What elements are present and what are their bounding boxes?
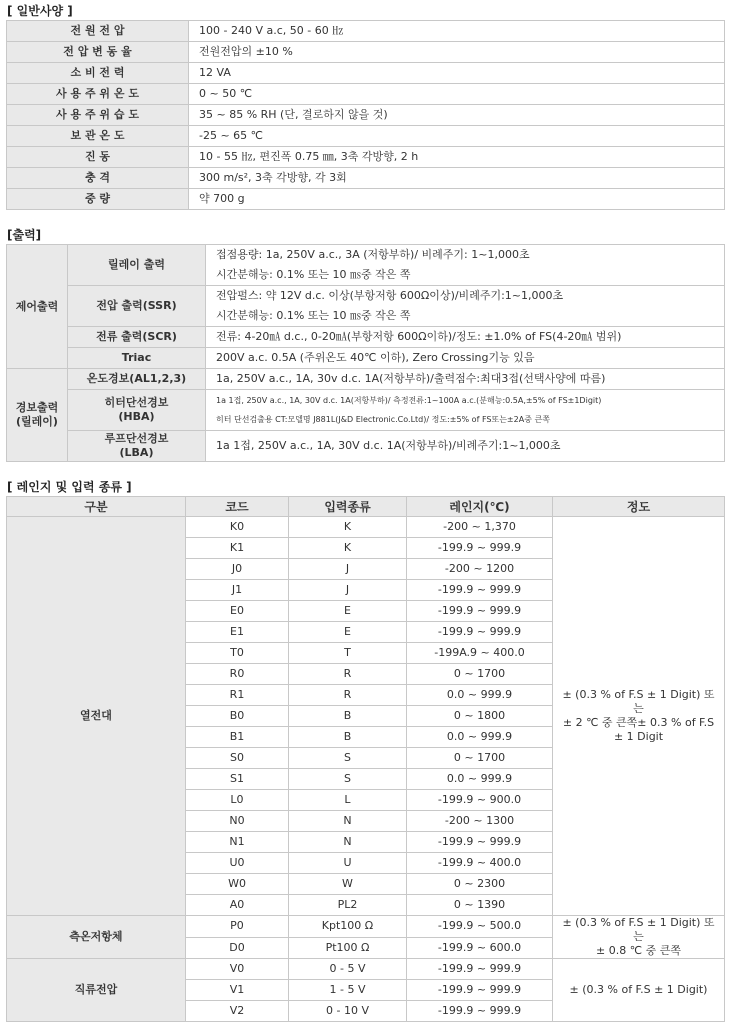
range-input-type: J (289, 559, 407, 580)
range-input-type: R (289, 685, 407, 706)
general-spec-row (7, 63, 725, 84)
range-value: -199.9 ~ 400.0 (407, 853, 553, 874)
relay-output-line-2: 시간분해능: 0.1% 또는 10 ㎳중 작은 쪽 (216, 268, 411, 281)
group-thermocouple: 열전대 (7, 517, 186, 916)
range-input-type: J (289, 580, 407, 601)
range-code: W0 (186, 874, 289, 895)
range-row (7, 959, 725, 980)
range-input-type: Pt100 Ω (289, 937, 407, 959)
spec-label: 전 원 전 압 (7, 21, 189, 42)
header-accuracy: 정도 (553, 497, 725, 517)
range-code: E1 (186, 622, 289, 643)
range-code: P0 (186, 916, 289, 938)
accuracy-rtd-line-2: 는 (633, 930, 644, 943)
spec-label: 소 비 전 력 (7, 63, 189, 84)
hba-value (206, 390, 725, 431)
ssr-output-value (206, 286, 725, 327)
range-value: -199A.9 ~ 400.0 (407, 643, 553, 664)
range-code: J1 (186, 580, 289, 601)
range-header-row (7, 497, 725, 517)
header-group: 구분 (7, 497, 186, 517)
range-value: 0.0 ~ 999.9 (407, 685, 553, 706)
alarm-output-label-line-2: (릴레이) (16, 415, 58, 428)
output-spec-table (6, 244, 725, 462)
output-row-ssr (7, 286, 725, 327)
header-code: 코드 (186, 497, 289, 517)
accuracy-thermocouple-line-2: 는 (633, 702, 644, 715)
range-value: -199.9 ~ 999.9 (407, 622, 553, 643)
scr-output-label: 전류 출력(SCR) (68, 327, 206, 348)
spec-label: 진 동 (7, 147, 189, 168)
range-value: -199.9 ~ 999.9 (407, 959, 553, 980)
range-value: 0 ~ 1390 (407, 895, 553, 916)
range-value: -199.9 ~ 999.9 (407, 1001, 553, 1022)
range-value: -199.9 ~ 500.0 (407, 916, 553, 938)
range-value: -199.9 ~ 999.9 (407, 538, 553, 559)
range-value: -200 ~ 1300 (407, 811, 553, 832)
range-code: T0 (186, 643, 289, 664)
range-value: -200 ~ 1200 (407, 559, 553, 580)
range-input-type: N (289, 811, 407, 832)
accuracy-thermocouple-line-3: ± 2 ℃ 중 큰쪽± 0.3 % of F.S (562, 716, 715, 729)
output-section-title: [출력] (7, 228, 42, 242)
range-code: B1 (186, 727, 289, 748)
range-input-type: W (289, 874, 407, 895)
triac-output-label: Triac (68, 348, 206, 369)
header-input: 입력종류 (289, 497, 407, 517)
range-code: N1 (186, 832, 289, 853)
range-row (7, 517, 725, 538)
spec-value: 100 - 240 V a.c, 50 - 60 ㎐ (189, 21, 725, 42)
range-input-type: T (289, 643, 407, 664)
range-value: 0.0 ~ 999.9 (407, 727, 553, 748)
general-spec-row (7, 126, 725, 147)
range-code: S1 (186, 769, 289, 790)
range-value: 0 ~ 1700 (407, 748, 553, 769)
range-code: K1 (186, 538, 289, 559)
general-spec-row (7, 189, 725, 210)
spec-label: 중 량 (7, 189, 189, 210)
range-value: 0 ~ 2300 (407, 874, 553, 895)
range-code: D0 (186, 937, 289, 959)
output-row-lba (7, 431, 725, 462)
hba-label-line-1: 히터단선경보 (104, 396, 169, 409)
range-code: K0 (186, 517, 289, 538)
spec-label: 사 용 주 위 온 도 (7, 84, 189, 105)
general-spec-row (7, 21, 725, 42)
range-value: -199.9 ~ 900.0 (407, 790, 553, 811)
range-input-type: S (289, 748, 407, 769)
range-body (7, 517, 725, 1022)
general-section-title: [ 일반사양 ] (7, 4, 73, 18)
range-section-title: [ 레인지 및 입력 종류 ] (7, 480, 132, 494)
range-row (7, 916, 725, 938)
hba-label (68, 390, 206, 431)
ssr-output-label: 전압 출력(SSR) (68, 286, 206, 327)
range-input-type: E (289, 601, 407, 622)
accuracy-rtd-line-1: ± (0.3 % of F.S ± 1 Digit) 또 (562, 916, 715, 929)
range-input-type: 1 - 5 V (289, 980, 407, 1001)
range-value: -199.9 ~ 999.9 (407, 601, 553, 622)
spec-value: 12 VA (189, 63, 725, 84)
spec-value: 35 ~ 85 % RH (단, 결로하지 않을 것) (189, 105, 725, 126)
hba-label-line-2: (HBA) (118, 410, 155, 423)
output-row-triac (7, 348, 725, 369)
alarm-output-label (7, 369, 68, 462)
general-spec-row (7, 147, 725, 168)
spec-label: 충 격 (7, 168, 189, 189)
temp-alarm-label: 온도경보(AL1,2,3) (68, 369, 206, 390)
range-input-type: B (289, 706, 407, 727)
general-spec-row (7, 168, 725, 189)
hba-line-1: 1a 1접, 250V a.c., 1A, 30V d.c. 1A(저항부하)/ 측정전류:1~100A a.c.(분해능:0.5A,±5% of FS±1Digit) (216, 396, 602, 405)
range-code: E0 (186, 601, 289, 622)
range-code: U0 (186, 853, 289, 874)
spec-value: -25 ~ 65 ℃ (189, 126, 725, 147)
range-input-type: 0 - 10 V (289, 1001, 407, 1022)
lba-label (68, 431, 206, 462)
range-code: N0 (186, 811, 289, 832)
header-range: 레인지(℃) (407, 497, 553, 517)
control-output-label: 제어출력 (7, 245, 68, 369)
range-code: V1 (186, 980, 289, 1001)
range-table (6, 496, 725, 1022)
range-value: 0 ~ 1800 (407, 706, 553, 727)
alarm-output-label-line-1: 경보출력 (15, 401, 59, 414)
group-rtd: 측온저항체 (7, 916, 186, 959)
range-code: B0 (186, 706, 289, 727)
relay-output-label: 릴레이 출력 (68, 245, 206, 286)
spec-label: 사 용 주 위 습 도 (7, 105, 189, 126)
output-row-al (7, 369, 725, 390)
range-input-type: R (289, 664, 407, 685)
output-row-scr (7, 327, 725, 348)
general-spec-row (7, 42, 725, 63)
relay-output-line-1: 접점용량: 1a, 250V a.c., 3A (저항부하)/ 비례주기: 1~1,000초 (216, 248, 530, 261)
spec-value: 전원전압의 ±10 % (189, 42, 725, 63)
general-spec-table (6, 20, 725, 210)
range-code: R1 (186, 685, 289, 706)
spec-value: 10 - 55 ㎐, 편진폭 0.75 ㎜, 3축 각방향, 2 h (189, 147, 725, 168)
accuracy-thermocouple-line-4: ± 1 Digit (613, 730, 664, 743)
range-input-type: B (289, 727, 407, 748)
accuracy-rtd-line-3: ± 0.8 ℃ 중 큰쪽 (596, 944, 681, 957)
range-code: V0 (186, 959, 289, 980)
range-code: A0 (186, 895, 289, 916)
range-code: J0 (186, 559, 289, 580)
spec-label: 보 관 온 도 (7, 126, 189, 147)
range-input-type: K (289, 517, 407, 538)
accuracy-rtd (553, 916, 725, 959)
spec-label: 전 압 변 동 율 (7, 42, 189, 63)
range-code: S0 (186, 748, 289, 769)
general-spec-body (7, 21, 725, 210)
range-input-type: Kpt100 Ω (289, 916, 407, 938)
range-input-type: PL2 (289, 895, 407, 916)
ssr-output-line-2: 시간분해능: 0.1% 또는 10 ㎳중 작은 쪽 (216, 309, 411, 322)
range-input-type: N (289, 832, 407, 853)
output-row-relay (7, 245, 725, 286)
range-input-type: 0 - 5 V (289, 959, 407, 980)
range-value: -199.9 ~ 999.9 (407, 980, 553, 1001)
group-dc-voltage: 직류전압 (7, 959, 186, 1022)
range-value: -200 ~ 1,370 (407, 517, 553, 538)
scr-output-value: 전류: 4-20㎃ d.c., 0-20㎃(부항저항 600Ω이하)/정도: ±1.0% of FS(4-20㎃ 범위) (206, 327, 725, 348)
spec-value: 300 m/s², 3축 각방향, 각 3회 (189, 168, 725, 189)
accuracy-thermocouple-line-1: ± (0.3 % of F.S ± 1 Digit) 또 (562, 688, 715, 701)
range-input-type: L (289, 790, 407, 811)
hba-line-2: 히터 단선검출용 CT:모델명 J881L(J&D Electronic.Co.Ltd)/ 정도:±5% of FS또는±2A중 큰쪽 (216, 415, 550, 424)
range-value: 0 ~ 1700 (407, 664, 553, 685)
range-input-type: K (289, 538, 407, 559)
relay-output-value (206, 245, 725, 286)
range-value: 0.0 ~ 999.9 (407, 769, 553, 790)
lba-label-line-1: 루프단선경보 (104, 432, 169, 445)
range-input-type: U (289, 853, 407, 874)
range-code: L0 (186, 790, 289, 811)
lba-label-line-2: (LBA) (119, 446, 154, 459)
range-value: -199.9 ~ 600.0 (407, 937, 553, 959)
spec-value: 약 700 g (189, 189, 725, 210)
triac-output-value: 200V a.c. 0.5A (주위온도 40℃ 이하), Zero Crossing기능 있음 (206, 348, 725, 369)
accuracy-dc-voltage: ± (0.3 % of F.S ± 1 Digit) (553, 959, 725, 1022)
ssr-output-line-1: 전압펄스: 약 12V d.c. 이상(부항저항 600Ω이상)/비례주기:1~1,000초 (216, 289, 564, 302)
range-code: V2 (186, 1001, 289, 1022)
general-spec-row (7, 105, 725, 126)
general-spec-row (7, 84, 725, 105)
temp-alarm-value: 1a, 250V a.c., 1A, 30v d.c. 1A(저항부하)/출력점수:최대3접(선택사양에 따름) (206, 369, 725, 390)
lba-value: 1a 1접, 250V a.c., 1A, 30V d.c. 1A(저항부하)/비례주기:1~1,000초 (206, 431, 725, 462)
range-input-type: E (289, 622, 407, 643)
range-input-type: S (289, 769, 407, 790)
accuracy-thermocouple (553, 517, 725, 916)
range-code: R0 (186, 664, 289, 685)
range-value: -199.9 ~ 999.9 (407, 580, 553, 601)
output-row-hba (7, 390, 725, 431)
range-value: -199.9 ~ 999.9 (407, 832, 553, 853)
spec-value: 0 ~ 50 ℃ (189, 84, 725, 105)
